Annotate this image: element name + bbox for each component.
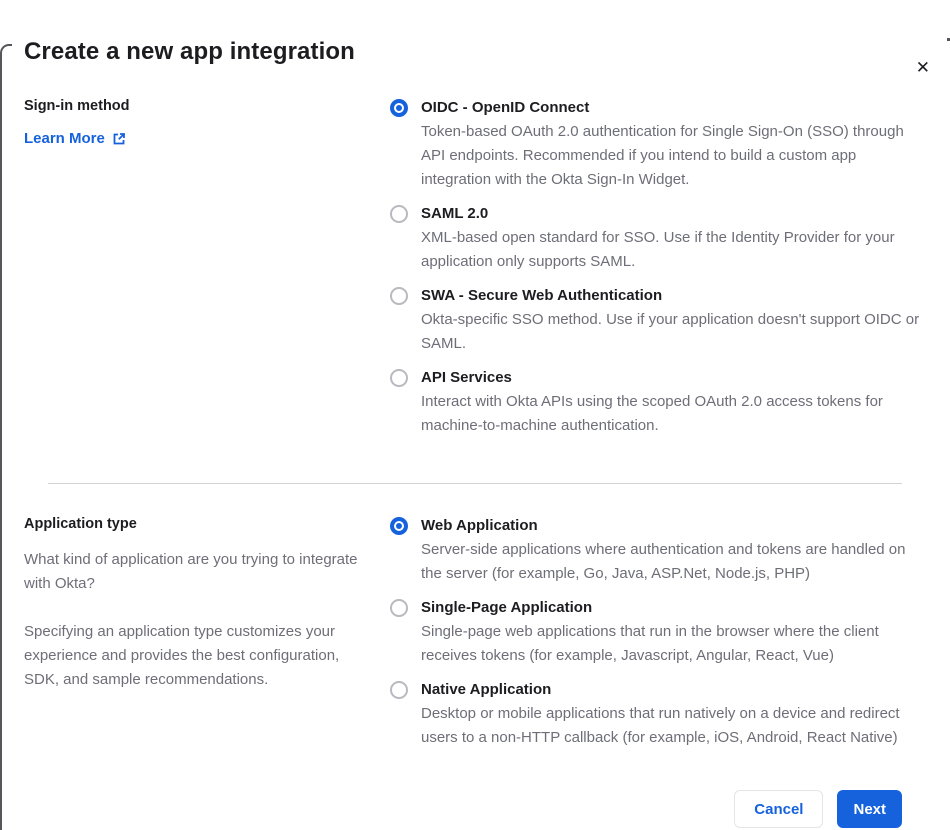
application-type-heading: Application type [24,516,137,532]
option-description: Desktop or mobile applications that run natively on a device and redirect users to a non-HTTP callback (for example, iOS, Android, React Native) [421,705,900,746]
radio-button-api-services[interactable] [390,369,408,387]
radio-option-saml[interactable] [390,202,926,274]
option-label: Single-Page Application [421,599,593,616]
option-description: Single-page web applications that run in the browser where the client receives tokens (for example, Javascript, Angular, React, Vue) [421,623,879,664]
option-label: SWA - Secure Web Authentication [421,287,663,304]
radio-option-native-application[interactable] [390,678,926,750]
modal-dialog [0,38,950,828]
external-link-icon [112,132,126,146]
radio-button-oidc[interactable] [390,99,408,117]
signin-method-left-column [24,96,364,448]
signin-method-section [24,96,926,448]
radio-button-native-application[interactable] [390,681,408,699]
radio-button-swa[interactable] [390,287,408,305]
option-label: API Services [421,369,512,386]
radio-option-api-services[interactable] [390,366,926,438]
option-label: OIDC - OpenID Connect [421,99,590,116]
option-description: XML-based open standard for SSO. Use if the Identity Provider for your application only supports SAML. [421,229,895,270]
modal-footer [24,790,926,828]
next-button[interactable]: Next [837,790,902,828]
signin-method-options [390,96,926,448]
option-description: Okta-specific SSO method. Use if your application doesn't support OIDC or SAML. [421,311,920,352]
option-description: Interact with Okta APIs using the scoped OAuth 2.0 access tokens for machine-to-machine authentication. [421,393,883,434]
close-icon[interactable]: ✕ [915,58,930,77]
signin-method-heading: Sign-in method [24,98,130,114]
application-type-section [24,514,926,760]
option-label: Web Application [421,517,538,534]
section-divider [48,483,902,484]
page-title: Create a new app integration [24,38,355,65]
option-description: Server-side applications where authentication and tokens are handled on the server (for example, Go, Java, ASP.Net, Node.js, PHP) [421,541,906,582]
learn-more-label: Learn More [24,130,105,147]
cancel-button[interactable]: Cancel [734,790,823,828]
option-label: SAML 2.0 [421,205,489,222]
radio-button-web-application[interactable] [390,517,408,535]
application-type-description-2: Specifying an application type customizes your experience and provides the best configuration, SDK, and sample recommendations. [24,623,340,688]
application-type-description-1: What kind of application are you trying to integrate with Okta? [24,551,358,592]
radio-button-saml[interactable] [390,205,408,223]
learn-more-link[interactable] [24,130,126,147]
radio-option-swa[interactable] [390,284,926,356]
application-type-left-column [24,514,364,760]
option-description: Token-based OAuth 2.0 authentication for Single Sign-On (SSO) through API endpoints. Recommended if you intend to build a custom app integration with the Okta Sign-In Widget. [421,123,904,188]
radio-option-oidc[interactable] [390,96,926,192]
application-type-options [390,514,926,760]
radio-option-single-page-application[interactable] [390,596,926,668]
option-label: Native Application [421,681,552,698]
radio-button-single-page-application[interactable] [390,599,408,617]
radio-option-web-application[interactable] [390,514,926,586]
